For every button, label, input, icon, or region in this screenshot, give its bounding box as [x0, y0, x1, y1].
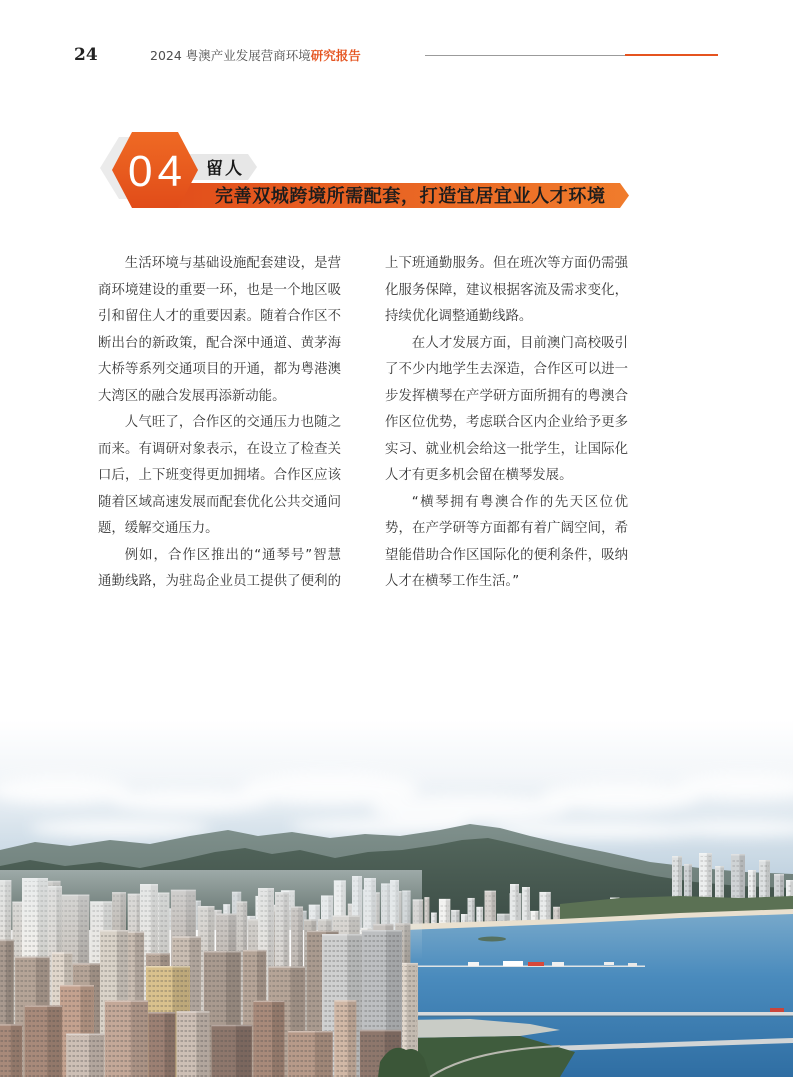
building-roofline: [334, 1000, 356, 1002]
building-roofline: [774, 874, 784, 876]
text-line: “横琴拥有粤澳合作的先天区位优: [411, 494, 628, 510]
right-column: [385, 251, 628, 596]
building-windows: [178, 1014, 209, 1077]
text-line: 而来。有调研对象表示，在设立了检查关: [98, 441, 341, 457]
building-roofline: [268, 966, 305, 968]
building-roofline: [461, 914, 467, 916]
building: [0, 1024, 22, 1077]
running-title: [150, 46, 361, 66]
text-line: 持续优化调整通勤线路。: [385, 309, 533, 324]
section-number: 04: [128, 147, 182, 196]
building-roofline: [204, 951, 241, 953]
boat: [628, 963, 637, 966]
building-roofline: [15, 957, 49, 959]
building-roofline: [105, 1000, 148, 1002]
building: [288, 1031, 333, 1077]
text-line: 商环境建设的重要一环，也是一个地区吸: [98, 282, 341, 298]
text-line: 人气旺了，合作区的交通压力也随之: [124, 415, 341, 430]
building-windows: [213, 1028, 251, 1077]
running-title-highlight: 研究报告: [310, 48, 361, 63]
building-roofline: [731, 854, 745, 856]
cloud: [370, 794, 570, 822]
building: [25, 1005, 62, 1077]
building: [105, 1000, 148, 1077]
building-roofline: [786, 880, 793, 882]
building-roofline: [451, 910, 460, 912]
building-windows: [289, 1034, 332, 1077]
text-line: 步发挥横琴在产学研方面所拥有的粤澳合: [385, 388, 628, 404]
text-line: 断出台的新政策，配合深中通道、黄茅海: [98, 335, 341, 351]
building-roofline: [431, 912, 437, 914]
building-roofline: [177, 1011, 210, 1013]
building-roofline: [148, 1012, 175, 1014]
building-windows: [335, 1003, 355, 1077]
text-line: 生活环境与基础设施配套建设，是营: [124, 256, 341, 271]
building-roofline: [212, 1025, 252, 1027]
breakwater: [405, 966, 645, 968]
building: [177, 1011, 210, 1077]
building-windows: [26, 1008, 61, 1077]
building-roofline: [684, 864, 692, 866]
boat: [604, 962, 614, 965]
left-column: [98, 251, 341, 596]
paragraph: [98, 543, 341, 596]
text-line: 势，在产学研等方面都有着广阔空间，希: [385, 521, 628, 536]
building-roofline: [530, 911, 538, 913]
building-windows: [67, 1037, 103, 1077]
section-headline: 完善双城跨境所需配套，打造宜居宜业人才环境: [215, 186, 605, 207]
building-roofline: [288, 1031, 333, 1033]
paragraph: [385, 251, 628, 331]
building-roofline: [362, 930, 402, 932]
building-roofline: [322, 934, 364, 936]
paragraph: [385, 490, 628, 596]
building: [334, 1000, 356, 1077]
cloud: [30, 819, 210, 837]
building-roofline: [100, 930, 128, 932]
text-line: 化服务保障，建议根据客流及需求变化，: [385, 282, 628, 298]
header-rule-accent: [625, 54, 718, 56]
text-line: 引和留住人才的重要因素。随着合作区不: [98, 309, 341, 324]
building-windows: [106, 1003, 147, 1077]
skyline-photo: [0, 720, 793, 1077]
building-roofline: [146, 953, 170, 955]
building-windows: [149, 1015, 174, 1077]
building-roofline: [672, 856, 682, 858]
building-roofline: [468, 898, 475, 900]
building-roofline: [360, 1030, 401, 1032]
building-roofline: [485, 891, 497, 893]
building-roofline: [66, 1034, 104, 1036]
building-roofline: [476, 907, 483, 909]
running-title-main: 2024 粤澳产业发展营商环境: [150, 48, 311, 63]
building: [253, 1001, 284, 1077]
building-roofline: [172, 936, 201, 938]
text-line: 例如，合作区推出的“通琴号”智慧: [124, 547, 341, 563]
paragraph: [385, 331, 628, 490]
text-line: 大湾区的融合发展再添新动能。: [98, 388, 286, 404]
text-line: 随着区域高速发展而配套优化公共交通问: [98, 494, 341, 510]
building-roofline: [146, 966, 190, 968]
building-roofline: [424, 897, 429, 899]
building-roofline: [553, 907, 561, 909]
bridge-deck: [405, 1012, 793, 1016]
boat: [468, 962, 479, 966]
page-number: 24: [74, 45, 98, 65]
text-line: 大桥等系列交通项目的开通，都为粤港澳: [98, 362, 341, 377]
text-line: 在人才发展方面，目前澳门高校吸引: [411, 335, 628, 351]
building: [66, 1034, 104, 1077]
building-roofline: [699, 853, 712, 855]
building-windows: [0, 1027, 21, 1077]
boat: [503, 961, 523, 966]
building-roofline: [439, 899, 450, 901]
boat: [528, 962, 544, 966]
building-roofline: [253, 1001, 284, 1003]
text-line: 人才有更多机会留在横琴发展。: [385, 468, 573, 483]
building-roofline: [522, 887, 530, 889]
building-roofline: [510, 884, 519, 886]
section-label: 留人: [206, 159, 242, 179]
building: [212, 1025, 252, 1077]
building-roofline: [0, 940, 14, 942]
text-line: 通勤线路，为驻岛企业员工提供了便利的: [98, 574, 341, 589]
building-roofline: [60, 985, 94, 987]
building-roofline: [539, 892, 550, 894]
building-roofline: [497, 914, 510, 916]
building: [148, 1012, 175, 1077]
text-line: 题，缓解交通压力。: [98, 521, 219, 536]
building-roofline: [243, 950, 266, 952]
building-roofline: [307, 931, 339, 933]
bridge-shadow: [405, 1016, 793, 1018]
building-roofline: [0, 1024, 22, 1026]
header-rule: [425, 55, 625, 56]
building-windows: [254, 1004, 283, 1077]
text-line: 望能借助合作区国际化的便利条件，吸纳: [385, 547, 628, 563]
text-line: 实习、就业机会给这一批学生，让国际化: [385, 441, 628, 457]
text-line: 上下班通勤服务。但在班次等方面仍需强: [385, 256, 628, 271]
boat: [770, 1008, 784, 1012]
island: [478, 937, 506, 942]
text-line: 了不少内地学生去深造，合作区可以进一: [385, 362, 628, 377]
building-roofline: [759, 860, 770, 862]
section-heading: [0, 120, 640, 220]
building-roofline: [25, 1005, 62, 1007]
boat: [552, 962, 564, 966]
text-line: 口后，上下班变得更加拥堵。合作区应该: [98, 468, 341, 483]
paragraph: [98, 410, 341, 543]
text-line: 作区位优势，考虑联合区内企业给予更多: [385, 415, 628, 430]
building-roofline: [52, 952, 72, 954]
building-roofline: [748, 870, 756, 872]
building-roofline: [73, 963, 101, 965]
paragraph: [98, 251, 341, 410]
building-roofline: [715, 866, 724, 868]
text-line: 人才在横琴工作生活。”: [385, 574, 520, 589]
